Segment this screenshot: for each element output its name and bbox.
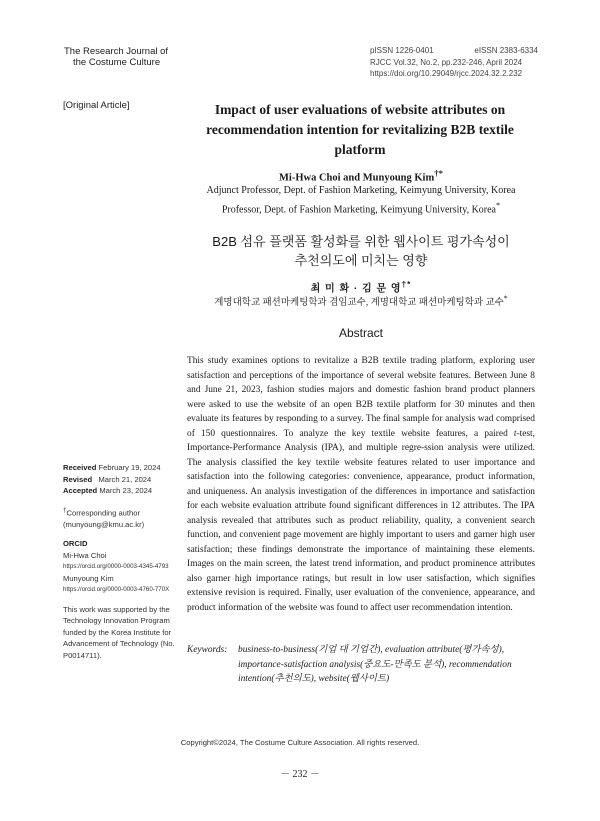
- title-korean-line1: B2B 섬유 플랫폼 활성화를 위한 웹사이트 평가속성이: [212, 234, 510, 249]
- revised-date: March 21, 2024: [98, 474, 152, 484]
- citation: RJCC Vol.32, No.2, pp.232-246, April 2024: [370, 57, 523, 67]
- affiliation-mark: *: [496, 201, 501, 210]
- affiliation-korean-mark: *: [503, 294, 508, 303]
- corresponding-label: Corresponding author: [66, 508, 140, 518]
- accepted-label: Accepted: [63, 486, 98, 495]
- affiliations-english: [186, 183, 536, 217]
- received-label: Received: [63, 463, 97, 472]
- abstract-heading: Abstract: [338, 326, 383, 340]
- accepted-date: March 23, 2024: [99, 486, 153, 495]
- eissn: eISSN 2383-6334: [474, 46, 538, 55]
- affiliation-line2-wrap: [186, 198, 536, 217]
- keywords: [187, 643, 535, 687]
- author-names: Mi-Hwa Choi and Munyoung Kim: [279, 172, 435, 184]
- corresponding-email[interactable]: (munyoung@kmu.ac.kr): [63, 519, 145, 529]
- article-type: [Original Article]: [63, 100, 130, 111]
- revised-row: [63, 474, 178, 486]
- abstract-italic-t: t: [513, 428, 517, 439]
- authors-korean: [186, 279, 536, 294]
- orcid-label: ORCID: [63, 539, 88, 549]
- doi-link[interactable]: https://doi.org/10.29049/rjcc.2024.32.2.232: [370, 69, 523, 78]
- orcid1-url[interactable]: https://orcid.org/0000-0003-4345-4793: [63, 563, 169, 571]
- journal-name: [64, 46, 168, 68]
- author-names-korean: 최 미 화 · 김 문 영: [310, 283, 402, 295]
- article-sidebar: [63, 462, 178, 661]
- page-number: － 232 －: [280, 769, 320, 780]
- title-korean: [186, 232, 536, 270]
- title-english: Impact of user evaluations of website attributes on recommendation intention for revitalizing B2B textile platform: [206, 102, 514, 157]
- affiliation-korean: [186, 294, 536, 308]
- accepted-row: [63, 485, 178, 497]
- keywords-text: business-to-business(기업 대 기업간), evaluation attribute(평가속성), importance-satisfaction analysis(중요도-만족도 분석), recommendation intention(추천의도), website(웹사이트): [238, 645, 512, 684]
- abstract-part2: -test, Importance-Performance Analysis (IPA), and multiple regre-ssion analysis were utilized. The analysis classified the key textile website features related to user importance and satisfaction into the following categories: convenience, appearance, product information, and uniqueness. An analysis investigation of the differences in importance and satisfaction for each website evaluation attribute found significant differences in 12 attributes. The IPA analysis revealed that attributes such as product reliability, quality, a convenient search function, and convenient page movement are highly important to users and garner high user satisfaction; these findings demonstrate the importance of maintaining these elements. Images on the main screen, the latest trend information, and product prominence attributes also garner high importance ratings, but result in low user satisfaction, which signifies extensive revision is required. Finally, user evaluation of the convenience, appearance, and product information of the website was found to affect user recommendation intention.: [187, 428, 535, 613]
- authors-english: [186, 168, 536, 184]
- affiliation-line1: Adjunct Professor, Dept. of Fashion Marketing, Keimyung University, Korea: [206, 185, 516, 196]
- funding-note: This work was supported by the Technology Innovation Program funded by the Korea Institute for Advancement of Technology (No. P0014711).: [63, 604, 175, 660]
- keywords-label: Keywords:: [187, 645, 228, 655]
- orcid1-name: Mi-Hwa Choi: [63, 550, 107, 560]
- abstract-body: [187, 354, 535, 615]
- received-date: February 19, 2024: [98, 463, 161, 472]
- issn-row: [370, 45, 538, 57]
- journal-name-line1: The Research Journal of: [64, 46, 169, 57]
- corresponding-mark: †: [63, 506, 67, 514]
- orcid2-url[interactable]: https://orcid.org/0000-0003-4760-770X: [63, 586, 170, 594]
- abstract-part1: This study examines options to revitalize a B2B textile trading platform, exploring user satisfaction and perceptions of the importance of several website features. Between June 8 and June 21, 2023, fashion studies majors and domestic fashion brand product planners were asked to use the website of an open B2B textile platform for 30 minutes and then evaluate its features by responding to a survey. The final sample for analysis wad comprised of 150 questionnaires. To analyze the key textile website features, a paired: [187, 356, 535, 439]
- pissn: pISSN 1226-0401: [370, 46, 434, 55]
- revised-label: Revised: [63, 474, 93, 484]
- received-row: [63, 462, 178, 474]
- affiliation-korean-text: 계명대학교 패션마케팅학과 겸임교수, 계명대학교 패션마케팅학과 교수: [214, 298, 504, 309]
- copyright: Copyright©2024, The Costume Culture Association. All rights reserved.: [180, 738, 420, 747]
- author-mark-korean: †*: [401, 279, 412, 289]
- author-mark: †*: [434, 168, 443, 178]
- publication-info: [370, 45, 538, 80]
- corresponding-author-row: [63, 505, 178, 519]
- journal-name-line2: the Costume Culture: [73, 57, 161, 68]
- affiliation-line2: Professor, Dept. of Fashion Marketing, Keimyung University, Korea: [221, 204, 496, 216]
- orcid2-name: Munyoung Kim: [63, 573, 114, 583]
- title-korean-line2: 추천의도에 미치는 영향: [294, 253, 428, 268]
